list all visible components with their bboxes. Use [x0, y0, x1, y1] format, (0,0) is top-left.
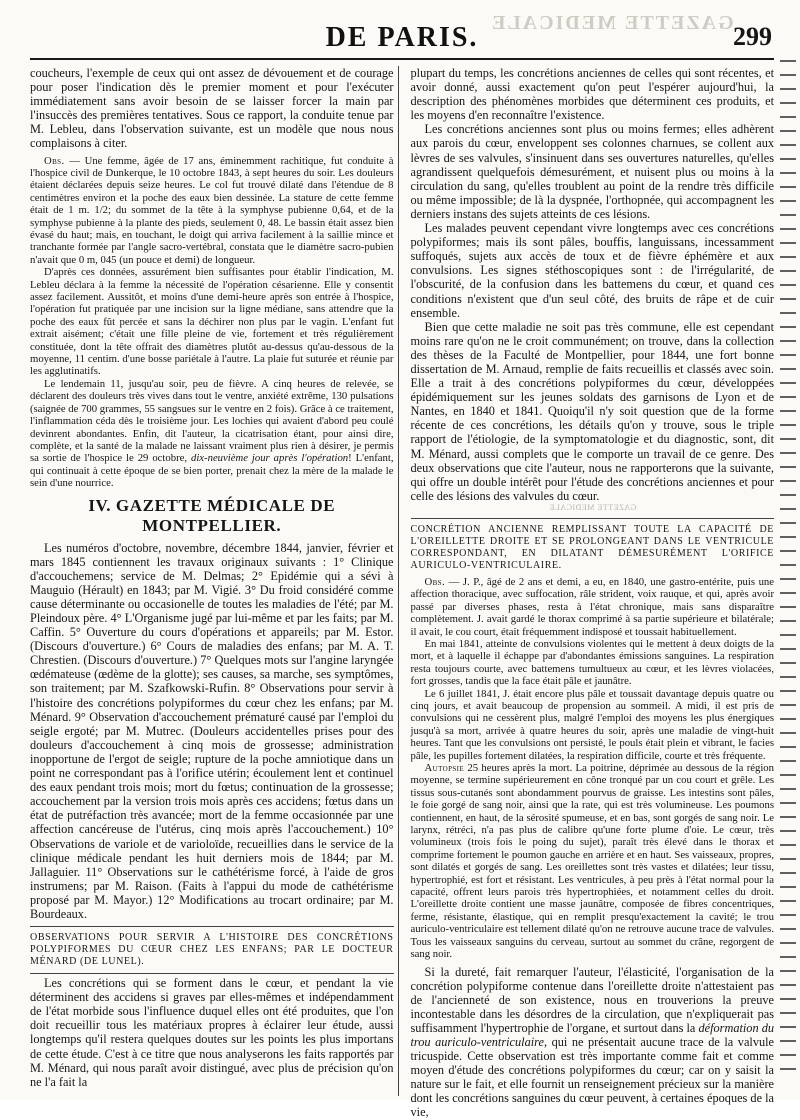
- obs-text: — J. P., âgé de 2 ans et demi, a eu, en 1840, une gastro-entérite, puis une affection thoracique, avec suffocation, râle strident, voix rauque, et qui, après avoir passé par diverses phases, resta à l'état chronique, mais sans disparaître complètement. J. avait gardé le thorax comprimé à sa partie supérieure et bilatérale; il avait, le cou court, était fréquemment indisposé et toussait habituellement.: [410, 575, 774, 638]
- divider: [30, 926, 394, 927]
- text-columns: [30, 66, 774, 1120]
- paragraph: plupart du temps, les concrétions anciennes de celles qui sont récentes, et avoir donné, aussi exactement qu'on peut l'espérer aujourd'hui, la description des phénomènes morbides que déterminent ces produits, et les moyens d'en reconnaître l'existence.: [410, 66, 774, 123]
- paragraph: Le 6 juillet 1841, J. était encore plus pâle et toussait davantage depuis quatre ou cinq jours, et avait beaucoup de propension au sommeil. A midi, il est pris de convulsions qui ne cessèrent plus, malgré l'emploi des moyens les plus énergiques jusqu'à sa mort, arrivée à quatre heures du soir, après une maladie de vingt-huit heures. Tant que les convulsions ont persisté, le pouls était plein et vibrant, le facies pâle, les pupilles fortement dilatées, la respiration difficile, courte et très fréquente.: [410, 687, 774, 762]
- right-column: [409, 66, 775, 1120]
- divider: [411, 518, 775, 519]
- page-title: DE PARIS.: [325, 22, 479, 53]
- paragraph: Le lendemain 11, jusqu'au soir, peu de fièvre. A cinq heures de relevée, se déclarent des douleurs très vives dans tout le ventre, anxiété extrême, 130 pulsations (saignée de 700 grammes, 55 sangsues sur le ventre en 2 fois). Grâce à ce traitement, l'inflammation céda dès le troisième jour. Les lochies qui avaient d'abord peu coulé devinrent abondantes. Enfin, dit l'auteur, la cicatrisation étant, pour ainsi dire, complète, et la santé de la malade ne laissant vraiment plus rien à désirer, je permis sa sortie de l'hospice le 29 octobre, dix-neuvième jour après l'opération! L'enfant, qui continuait à cette époque de se bien porter, prenait chez la mère de la malade le sein d'une nourrice.: [30, 377, 394, 490]
- paragraph: Les concrétions qui se forment dans le cœur, et pendant la vie déterminent des accidens si graves par elles-mêmes et indépendamment de l'état morbide sous l'influence duquel elles ont été produites, que l'on doit recueillir tous les matériaux propres à éclairer leur étude, aussi longtemps qu'il restera quelques doutes sur les points les plus importans de cette étude. C'est à ce titre que nous analyserons les faits rapportés par M. Ménard, qui nous paraît avoir distingué, avec plus de précision qu'on ne l'a fait la: [30, 976, 394, 1089]
- paragraph: Si la dureté, fait remarquer l'auteur, l'élasticité, l'organisation de la concrétion polypiforme contenue dans l'oreillette droite n'attestaient pas de l'ancienneté de son existence, nous en trouverions la preuve incontestable dans les désordres de la circulation, que n'expliquerait pas suffisamment l'hypertrophie de l'organe, et surtout dans la déformation du trou auriculo-ventriculaire, qui ne présentait aucune trace de la valvule tricuspide. Cette observation est très importante comme fait et comme moyen d'étude des concrétions polypiformes du cœur; car on y saisit la nature sur le fait, et elle fournit un renseignement précieux sur la manière dont les concrétions sanguines du cœur peuvent, à certaines époques de la vie,: [410, 964, 774, 1120]
- observation-paragraph: [30, 155, 394, 267]
- italic-phrase: dix-neuvième jour après l'opération: [190, 452, 349, 465]
- bleed-through-text: GAZETTE MEDICALE: [548, 502, 636, 512]
- autopsy-label: Autopsie: [424, 762, 465, 774]
- divider: [30, 973, 394, 974]
- paragraph: Bien que cette maladie ne soit pas très commune, elle est cependant moins rare qu'on ne le croit communément; on trouve, dans la collection des thèses de la Faculté de Montpellier, pour 1844, une fort bonne dissertation de M. Arnaud, remplie de faits recueillis et classés avec soin. Elle a trait à des concrétions polypiformes du cœur, développées épidémiquement sur les jeunes soldats des garnisons de Lyon et de Nantes, en 1840 et 1841. Quoiqu'il n'y soit question que de la forme récente de ces concrétions, les détails qu'on y trouve, sous le triple rapport de l'étiologie, de la symptomatologie et du diagnostic, sont, dit M. Ménard, aussi complets que le comporte un travail de ce genre. Des deux observations que cite l'auteur, nous ne rapporterons que la suivante, qui offre un double intérêt pour l'étude des concrétions anciennes et pour celle des lésions des valvules du cœur.: [410, 319, 774, 503]
- italic-phrase: déformation du trou auriculo-ventriculaire: [410, 1020, 774, 1049]
- binding-edge-marks: [780, 60, 796, 1080]
- paragraph: En mai 1841, atteinte de convulsions violentes qui le mettent à deux doigts de la mort, et à laquelle il échappe par d'abondantes émissions sanguines. La respiration resta toujours courte, avec battemens tumultueux au cœur, et les lèvres violacées, fort grosses, tandis que la face était pâle et jaunâtre.: [410, 637, 774, 688]
- paragraph: Les concrétions anciennes sont plus ou moins fermes; elles adhèrent aux parois du cœur, enveloppent ses colonnes charnues, se collent aux lèvres de ses valvules, s'insinuent dans ses ouvertures naturelles, qu'elles agrandissent quelquefois démesurément, et nuisent plus ou moins à la circulation du sang, qu'elles troublent au point de la rendre très difficile ou même impossible; de là la dyspnée, l'orthopnée, qui accompagnent les derniers instans des sujets atteints de ces lésions.: [410, 122, 774, 221]
- left-column: [30, 66, 399, 1096]
- obs-label: Obs.: [424, 575, 446, 588]
- page-header: [30, 8, 774, 60]
- observation-subheading: CONCRÉTION ANCIENNE REMPLISSANT TOUTE LA CAPACITÉ DE L'OREILLETTE DROITE ET SE PROLONGEANT DANS LE VENTRICULE CORRESPONDANT, EN DILATANT DÉMESURÉMENT L'ORIFICE AURICULO-VENTRICULAIRE.: [410, 523, 774, 571]
- article-subheading: OBSERVATIONS POUR SERVIR A L'HISTOIRE DES CONCRÉTIONS POLYPIFORMES DU CŒUR CHEZ LES ENFANS; PAR LE DOCTEUR MÉNARD (DE LUNEL).: [30, 932, 394, 968]
- obs-label: Obs.: [44, 154, 65, 167]
- bleed-through-header: GAZETTE MEDICALE: [490, 12, 734, 34]
- paragraph: Les malades peuvent cependant vivre longtemps avec ces concrétions polypiformes; mais ils sont pâles, bouffis, languissans, incessamment suffoqués, sujets aux accès de toux et de fièvre éphémère et aux convulsions. Les signes stéthoscopiques sont : de l'irrégularité, de l'obscurité, de la confusion dans les battemens du cœur, et quand ces conditions n'existent que d'un seul côté, des bruits de râpe et de cuir ensemble.: [410, 221, 774, 320]
- observation-paragraph: [411, 576, 775, 638]
- obs-text: — Une femme, âgée de 17 ans, éminemment rachitique, fut conduite à l'hospice civil de Dunkerque, le 10 octobre 1843, à sept heures du soir. Les douleurs étaient déclarées depuis seize heures. Le col fut trouvé dilaté dans l'étendue de 8 centimètres environ et la poche des eaux bien dessinée. La stature de cette femme était de 1 m. 1/2; du sommet de la tête à la symphyse pubienne 0,64, et de la symphyse pubienne à la plante des pieds, seulement 0, 48. Le bassin était assez bien évasé du haut; mais, en touchant, le doigt qui arriva facilement à la saillie mince et tranchante formée par l'angle sacro-vertébral, constata que le diamètre sacro-pubien n'avait que 0 m, 045 (un pouce et demi) de longueur.: [30, 154, 394, 266]
- autopsy-paragraph: Autopsie 25 heures après la mort. La poitrine, déprimée au dessous de la région moyenne, se termine supérieurement en cône tronqué par un cou court et grêle. Les tissus sous-cutanés sont abondamment pourvus de graisse. Les intestins sont pâles, le foie gorgé de sang noir, ainsi que la rate, qui est très volumineuse. Les poumons contiennent, en haut, de la sérosité spumeuse, et en bas, sont gorgés de sang noir. Le larynx, rétréci, n'a pas plus de calibre qu'une forte plume d'oie. Le cœur, très volumineux (trois fois le poing du sujet), paraît très élevé dans le thorax et comprime fortement le poumon gauche en arrière et en haut. Ses vaisseaux, propres, sont dilatés et gorgés de sang. Les oreillettes sont très vastes et dilatées; leur tissu, hypertrophié, est fort et résistant. Les ventricules, à peu près à l'état normal pour la capacité, offrent leurs parois très hypertrophiées, et notamment celles du droit. L'oreillette droite contient une masse jaunâtre, composée de fibres concentriques, ferme, résistante, élastique, qui en remplit presqu'exactement la cavité; le trou auriculo-ventriculaire est tellement dilaté qu'on ne retrouve aucune trace de valvules. Tous les vaisseaux sanguins du cerveau, surtout au sommet du crâne, regorgent de sang noir.: [410, 762, 774, 961]
- section-title: IV. GAZETTE MÉDICALE DE MONTPELLIER.: [88, 495, 336, 535]
- paragraph: D'après ces données, assurément bien suffisantes pour établir l'indication, M. Lebleu déclara à la femme la nécessité de l'opération césarienne. Elle y consentit assez facilement. Aussitôt, et moins d'une demi-heure après son entrée à l'hospice, l'opération fut pratiquée par une incision sur la ligne médiane, sans attendre que la poche des eaux fût percée et sans la déchirer non plus par le vagin. L'enfant fut extrait aisément; c'était une fille pleine de vie, fortement et très régulièrement constituée, dont la tête offrait des diamètres plutôt au-dessus qu'au-dessous de la moyenne, 11 centim. d'une bosse pariétale à l'autre. La plaie fut suturée et réunie par les agglutinatifs.: [30, 266, 394, 378]
- page-number: 299: [733, 22, 772, 51]
- paragraph: Les numéros d'octobre, novembre, décembre 1844, janvier, février et mars 1845 contiennent les travaux originaux suivants : 1° Clinique d'accouchemens; service de M. Delmas; 2° Epidémie qui a sévi à Mauguio (Hérault) en 1843; par M. Vigié. 3° Du froid considéré comme cause déterminante ou occasionelle de toutes les maladies de l'été; par M. Pleindoux père. 4° L'Organisme jugé par lui-même et par les faits; par M. Caffin. 5° Ouverture du cours d'opérations et appareils; par M. Estor. (Discours d'ouverture.) 6° Cours de maladies des enfans; par M. A. T. Chrestien. (Discours d'ouverture.) 7° Quelques mots sur l'angine laryngée œdémateuse (œdème de la glotte); ses causes, sa marche, ses symptômes, son traitement; par M. Szafkowski-Rufin. 8° Observations pour servir à l'histoire des concrétions polypiformes du cœur chez les enfans; par M. Ménard. 9° Observation d'accouchement prématuré causé par l'emploi du seigle ergoté; par M. Mutrec. (Douleurs accidentelles prises pour des douleurs d'accouchement à cinq mois de grossesse; administration inopportune de l'ergot de seigle; rupture de la poche amniotique dans un point ne correspondant pas à l'orifice utérin; écoulement lent et continuel des eaux pendant trois mois; mort du fœtus; continuation de la grossesse; accouchement par la version trois mois après ces accidens; fœtus dans un état de putréfaction très avancée; mort de la femme occasionnée par une affection cancéreuse de l'utérus, cinq mois après l'accouchement.) 10° Observations de variole et de varioloïde, recueillies dans le service de la clinique médicale pendant les huit derniers mois de 1844; par M. Jallaguier. 11° Observations sur le cathétérisme forcé, à l'aide de gros instrumens; par M. Raison. (Faits à l'appui du mode de cathétérisme proposé par M. Mayor.) 12° Modifications au trocart ordinaire; par M. Bourdeaux.: [30, 540, 394, 921]
- paragraph: coucheurs, l'exemple de ceux qui ont assez de dévouement et de courage pour poser l'indication dès le premier moment et pour l'exécuter immédiatement sans avoir besoin de se laisser forcer la main par l'insuccès des premières tentatives. Sous ce rapport, la conduite tenue par M. Lebleu, dans l'observation suivante, est un modèle que nous nous complaisons à citer.: [30, 66, 394, 151]
